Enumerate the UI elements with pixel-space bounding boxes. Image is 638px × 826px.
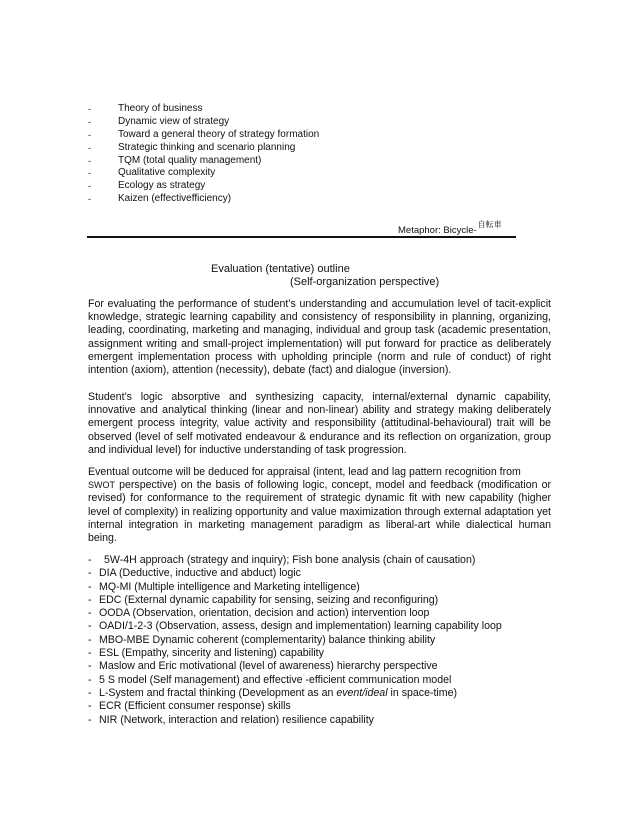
list-item-text: OODA (Observation, orientation, decision and action) intervention loop [99, 607, 430, 620]
bullet: - [88, 181, 91, 192]
list-item [88, 155, 528, 168]
list-item [88, 167, 528, 180]
list-item-text: Kaizen (effectivefficiency) [118, 193, 232, 205]
bullet: - [88, 700, 92, 713]
swot-term: SWOT [88, 480, 115, 491]
bullet: - [88, 104, 91, 114]
list-item-text: Toward a general theory of strategy formation [118, 128, 320, 140]
list-item-text: DIA (Deductive, inductive and abduct) logic [99, 567, 301, 580]
list-item-text [99, 687, 457, 700]
bullet: - [88, 567, 92, 580]
paragraph-text: Eventual outcome will be deduced for appraisal (intent, lead and lag pattern recognition from [88, 466, 521, 478]
list-item [88, 193, 528, 206]
list-item-text: Qualitative complexity [118, 167, 216, 179]
paragraph-text: perspective) on the basis of following logic, concept, model and feedback (modification or revised) for conformance to the requirement of strategic dynamic fit with new capability (higher level of complexity) in realizing opportunity and value maximization through external adaptation yet internal integration in marketing management paradigm as liberal-art while dialectical human being. [88, 479, 551, 545]
bullet: - [88, 647, 92, 660]
bullet: - [88, 116, 91, 127]
paragraph-evaluation: For evaluating the performance of student’s understanding and accumulation level of tacit-explicit knowledge, strategic learning capability and consistency of responsibility in planning, organizing, leading, coordinating, marketing and managing, individual and group task (academic presentation, assignment writing and small-project implementation) will put forward for practice as deliberately emergent implementation process with upholding principle (norm and rule of conduct) of right intention (axiom), attention (necessity), debate (fact) and dialogue (inversion). [88, 298, 551, 377]
bullet: - [88, 620, 92, 633]
list-item-text: EDC (External dynamic capability for sensing, seizing and reconfiguring) [99, 593, 439, 606]
list-item-text: 5 S model (Self management) and effective -efficient communication model [99, 673, 452, 686]
list-item [88, 687, 548, 700]
list-item-text: 5W-4H approach (strategy and inquiry); Fish bone analysis (chain of causation) [104, 554, 476, 566]
list-item [88, 634, 548, 647]
list-item-text: NIR (Network, interaction and relation) resilience capability [99, 713, 374, 726]
bullet: - [88, 194, 91, 205]
list-item-text: Maslow and Eric motivational (level of awareness) hierarchy perspective [99, 660, 438, 673]
list-item-text: ECR (Efficient consumer response) skills [99, 700, 291, 713]
metaphor-label: Metaphor: Bicycle- [398, 225, 477, 236]
list-item-text: TQM (total quality management) [118, 154, 262, 166]
topic-list [88, 103, 528, 206]
bullet: - [88, 607, 92, 620]
list-item [88, 567, 548, 580]
bullet: - [88, 593, 92, 606]
bullet: - [88, 554, 92, 566]
list-item-text: MQ-MI (Multiple intelligence and Marketing intelligence) [99, 580, 360, 593]
list-item-text: Ecology as strategy [118, 180, 206, 192]
bullet: - [88, 129, 91, 140]
list-item [88, 620, 548, 633]
list-item [88, 607, 548, 620]
bullet: - [88, 673, 92, 686]
bullet: - [88, 168, 91, 179]
list-item [88, 647, 548, 660]
list-item [88, 714, 548, 727]
list-item-text: Dynamic view of strategy [118, 115, 230, 127]
list-item [88, 700, 548, 713]
list-item-text: OADI/1-2-3 (Observation, assess, design and implementation) learning capability loop [99, 620, 502, 633]
bullet: - [88, 633, 92, 646]
list-item-text: ESL (Empathy, sincerity and listening) capability [99, 647, 324, 660]
approach-list [88, 554, 548, 727]
bullet: - [88, 660, 92, 673]
paragraph-student-logic: Student’s logic absorptive and synthesizing capacity, internal/external dynamic capability, innovative and analytical thinking (linear and non-linear) ability and strategy making deliberately emergent process integrity, value activity and responsibility (attitudinal-behavioural) trait will be observed (level of self motivated endeavour & endurance and its reflection on organization, group and individual level) for inductive understanding of task progression. [88, 391, 551, 456]
list-item [88, 103, 528, 116]
list-item [88, 142, 528, 155]
emphasis-text: event/ideal [336, 686, 388, 699]
metaphor-note [398, 219, 502, 236]
list-item-text: Strategic thinking and scenario planning [118, 141, 296, 153]
list-item [88, 129, 528, 142]
bullet: - [88, 142, 91, 153]
list-item [88, 116, 528, 129]
list-item-text-start: L-System and fractal thinking (Development as an [99, 686, 337, 699]
horizontal-divider [87, 236, 516, 238]
paragraph-eventual-outcome [88, 466, 551, 545]
bullet: - [88, 155, 91, 166]
list-item [88, 581, 548, 594]
list-item [88, 674, 548, 687]
metaphor-kanji: 自転車 [477, 220, 502, 229]
list-item [88, 594, 548, 607]
list-item-text: Theory of business [118, 103, 203, 114]
section-subtitle: (Self-organization perspective) [290, 276, 440, 288]
list-item [88, 554, 548, 567]
list-item-text-end: in space-time) [387, 686, 458, 699]
bullet: - [88, 713, 92, 726]
bullet: - [88, 686, 92, 699]
bullet: - [88, 580, 92, 593]
list-item-text: MBO-MBE Dynamic coherent (complementarity) balance thinking ability [99, 633, 436, 646]
list-item [88, 180, 528, 193]
list-item [88, 660, 548, 673]
section-title: Evaluation (tentative) outline [211, 263, 350, 275]
